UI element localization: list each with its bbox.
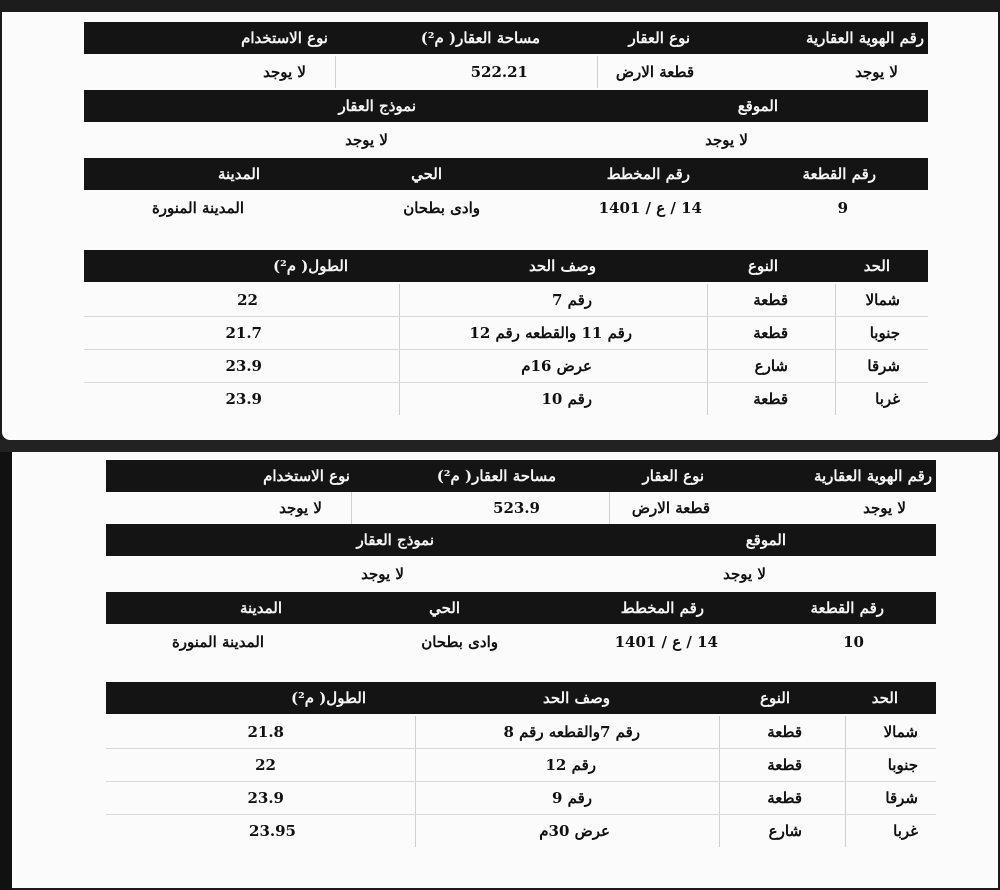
boundary-length: 23.9 [247, 789, 284, 807]
location-header [84, 90, 928, 122]
header-boundary-type: النوع [748, 257, 778, 275]
boundary-direction: غربا [875, 390, 900, 408]
header-property-id: رقم الهوية العقارية [805, 29, 924, 47]
property-area-value: 522.21 [470, 63, 528, 81]
boundary-length: 23.95 [249, 822, 296, 840]
property-area-value: 523.9 [493, 499, 540, 517]
plan-number-value: 14 / ع / 1401 [614, 633, 718, 651]
boundary-direction: جنوبا [869, 324, 900, 342]
left-edge [0, 452, 12, 890]
header-plan-number: رقم المخطط [620, 599, 704, 617]
header-boundary: الحد [871, 689, 898, 707]
plot-number-value: 10 [843, 633, 864, 651]
boundary-direction: شرقا [885, 789, 918, 807]
location-value: لا يوجد [705, 131, 748, 149]
header-location: الموقع [737, 97, 778, 115]
header-property-area: مساحة العقار( م²) [420, 29, 540, 47]
header-property-model: نموذج العقار [356, 531, 434, 549]
plan-number-value: 14 / ع / 1401 [598, 199, 702, 217]
deed-excerpt-2 [12, 452, 998, 888]
header-property-type: نوع العقار [642, 467, 704, 485]
plot-header [84, 158, 928, 190]
property-id-value: لا يوجد [855, 63, 898, 81]
city-value: المدينة المنورة [151, 199, 244, 217]
boundary-direction: غربا [893, 822, 918, 840]
boundary-length: 21.8 [247, 723, 284, 741]
boundary-type: قطعة [767, 789, 802, 807]
header-boundary: الحد [863, 257, 890, 275]
boundary-direction: جنوبا [887, 756, 918, 774]
boundary-length: 21.7 [225, 324, 262, 342]
property-model-value: لا يوجد [345, 131, 388, 149]
boundary-description: عرض 30م [539, 822, 610, 840]
plot-row [106, 626, 936, 658]
boundary-description: رقم 7والقطعه رقم 8 [503, 723, 640, 741]
property-type-value: قطعة الارض [615, 63, 694, 81]
boundary-direction: شمالا [865, 291, 900, 309]
header-property-area: مساحة العقار( م²) [436, 467, 556, 485]
boundary-length: 23.9 [225, 357, 262, 375]
boundary-description: رقم 12 [545, 756, 596, 774]
header-property-type: نوع العقار [628, 29, 690, 47]
location-row [106, 558, 936, 590]
separator [0, 440, 1000, 452]
usage-type-value: لا يوجد [263, 63, 306, 81]
header-usage-type: نوع الاستخدام [263, 467, 350, 485]
usage-type-value: لا يوجد [279, 499, 322, 517]
header-boundary-type: النوع [760, 689, 790, 707]
plot-header [106, 592, 936, 624]
header-plan-number: رقم المخطط [606, 165, 690, 183]
boundary-description: رقم 7 [551, 291, 592, 309]
header-plot-number: رقم القطعة [802, 165, 876, 183]
city-value: المدينة المنورة [171, 633, 264, 651]
boundary-description: عرض 16م [521, 357, 592, 375]
header-boundary-description: وصف الحد [528, 257, 596, 275]
property-type-value: قطعة الارض [631, 499, 710, 517]
property-info-header [106, 460, 936, 492]
boundary-direction: شرقا [867, 357, 900, 375]
header-plot-number: رقم القطعة [810, 599, 884, 617]
property-id-value: لا يوجد [863, 499, 906, 517]
bounds-row [84, 350, 928, 383]
top-border [0, 0, 1000, 12]
header-boundary-length: الطول( م²) [273, 257, 348, 275]
bounds-header [106, 682, 936, 714]
bounds-row [84, 383, 928, 415]
plot-row [84, 192, 928, 224]
header-usage-type: نوع الاستخدام [241, 29, 328, 47]
bounds-row [84, 317, 928, 350]
property-info-row [106, 492, 936, 524]
district-value: وادى بطحان [421, 633, 498, 651]
boundary-type: قطعة [753, 390, 788, 408]
header-property-id: رقم الهوية العقارية [813, 467, 932, 485]
header-boundary-description: وصف الحد [542, 689, 610, 707]
boundary-length: 23.9 [225, 390, 262, 408]
boundary-description: رقم 11 والقطعه رقم 12 [469, 324, 632, 342]
boundary-type: قطعة [767, 756, 802, 774]
bounds-row [106, 782, 936, 815]
header-city: المدينة [217, 165, 260, 183]
location-value: لا يوجد [723, 565, 766, 583]
boundary-length: 22 [237, 291, 258, 309]
boundary-type: شارع [768, 822, 802, 840]
bounds-row [106, 815, 936, 847]
header-boundary-length: الطول( م²) [291, 689, 366, 707]
district-value: وادى بطحان [403, 199, 480, 217]
boundary-type: قطعة [767, 723, 802, 741]
header-district: الحي [411, 165, 442, 183]
bounds-row [106, 716, 936, 749]
header-property-model: نموذج العقار [338, 97, 416, 115]
property-info-row [84, 56, 928, 88]
bounds-row [106, 749, 936, 782]
header-district: الحي [429, 599, 460, 617]
boundary-direction: شمالا [883, 723, 918, 741]
header-city: المدينة [239, 599, 282, 617]
location-header [106, 524, 936, 556]
property-info-header [84, 22, 928, 54]
location-row [84, 124, 928, 156]
boundary-length: 22 [255, 756, 276, 774]
header-location: الموقع [745, 531, 786, 549]
boundary-type: قطعة [753, 291, 788, 309]
deed-excerpt-1 [2, 12, 998, 440]
bounds-header [84, 250, 928, 282]
bounds-row [84, 284, 928, 317]
property-model-value: لا يوجد [361, 565, 404, 583]
boundary-description: رقم 9 [551, 789, 592, 807]
boundary-type: شارع [754, 357, 788, 375]
plot-number-value: 9 [837, 199, 848, 217]
boundary-type: قطعة [753, 324, 788, 342]
boundary-description: رقم 10 [541, 390, 592, 408]
